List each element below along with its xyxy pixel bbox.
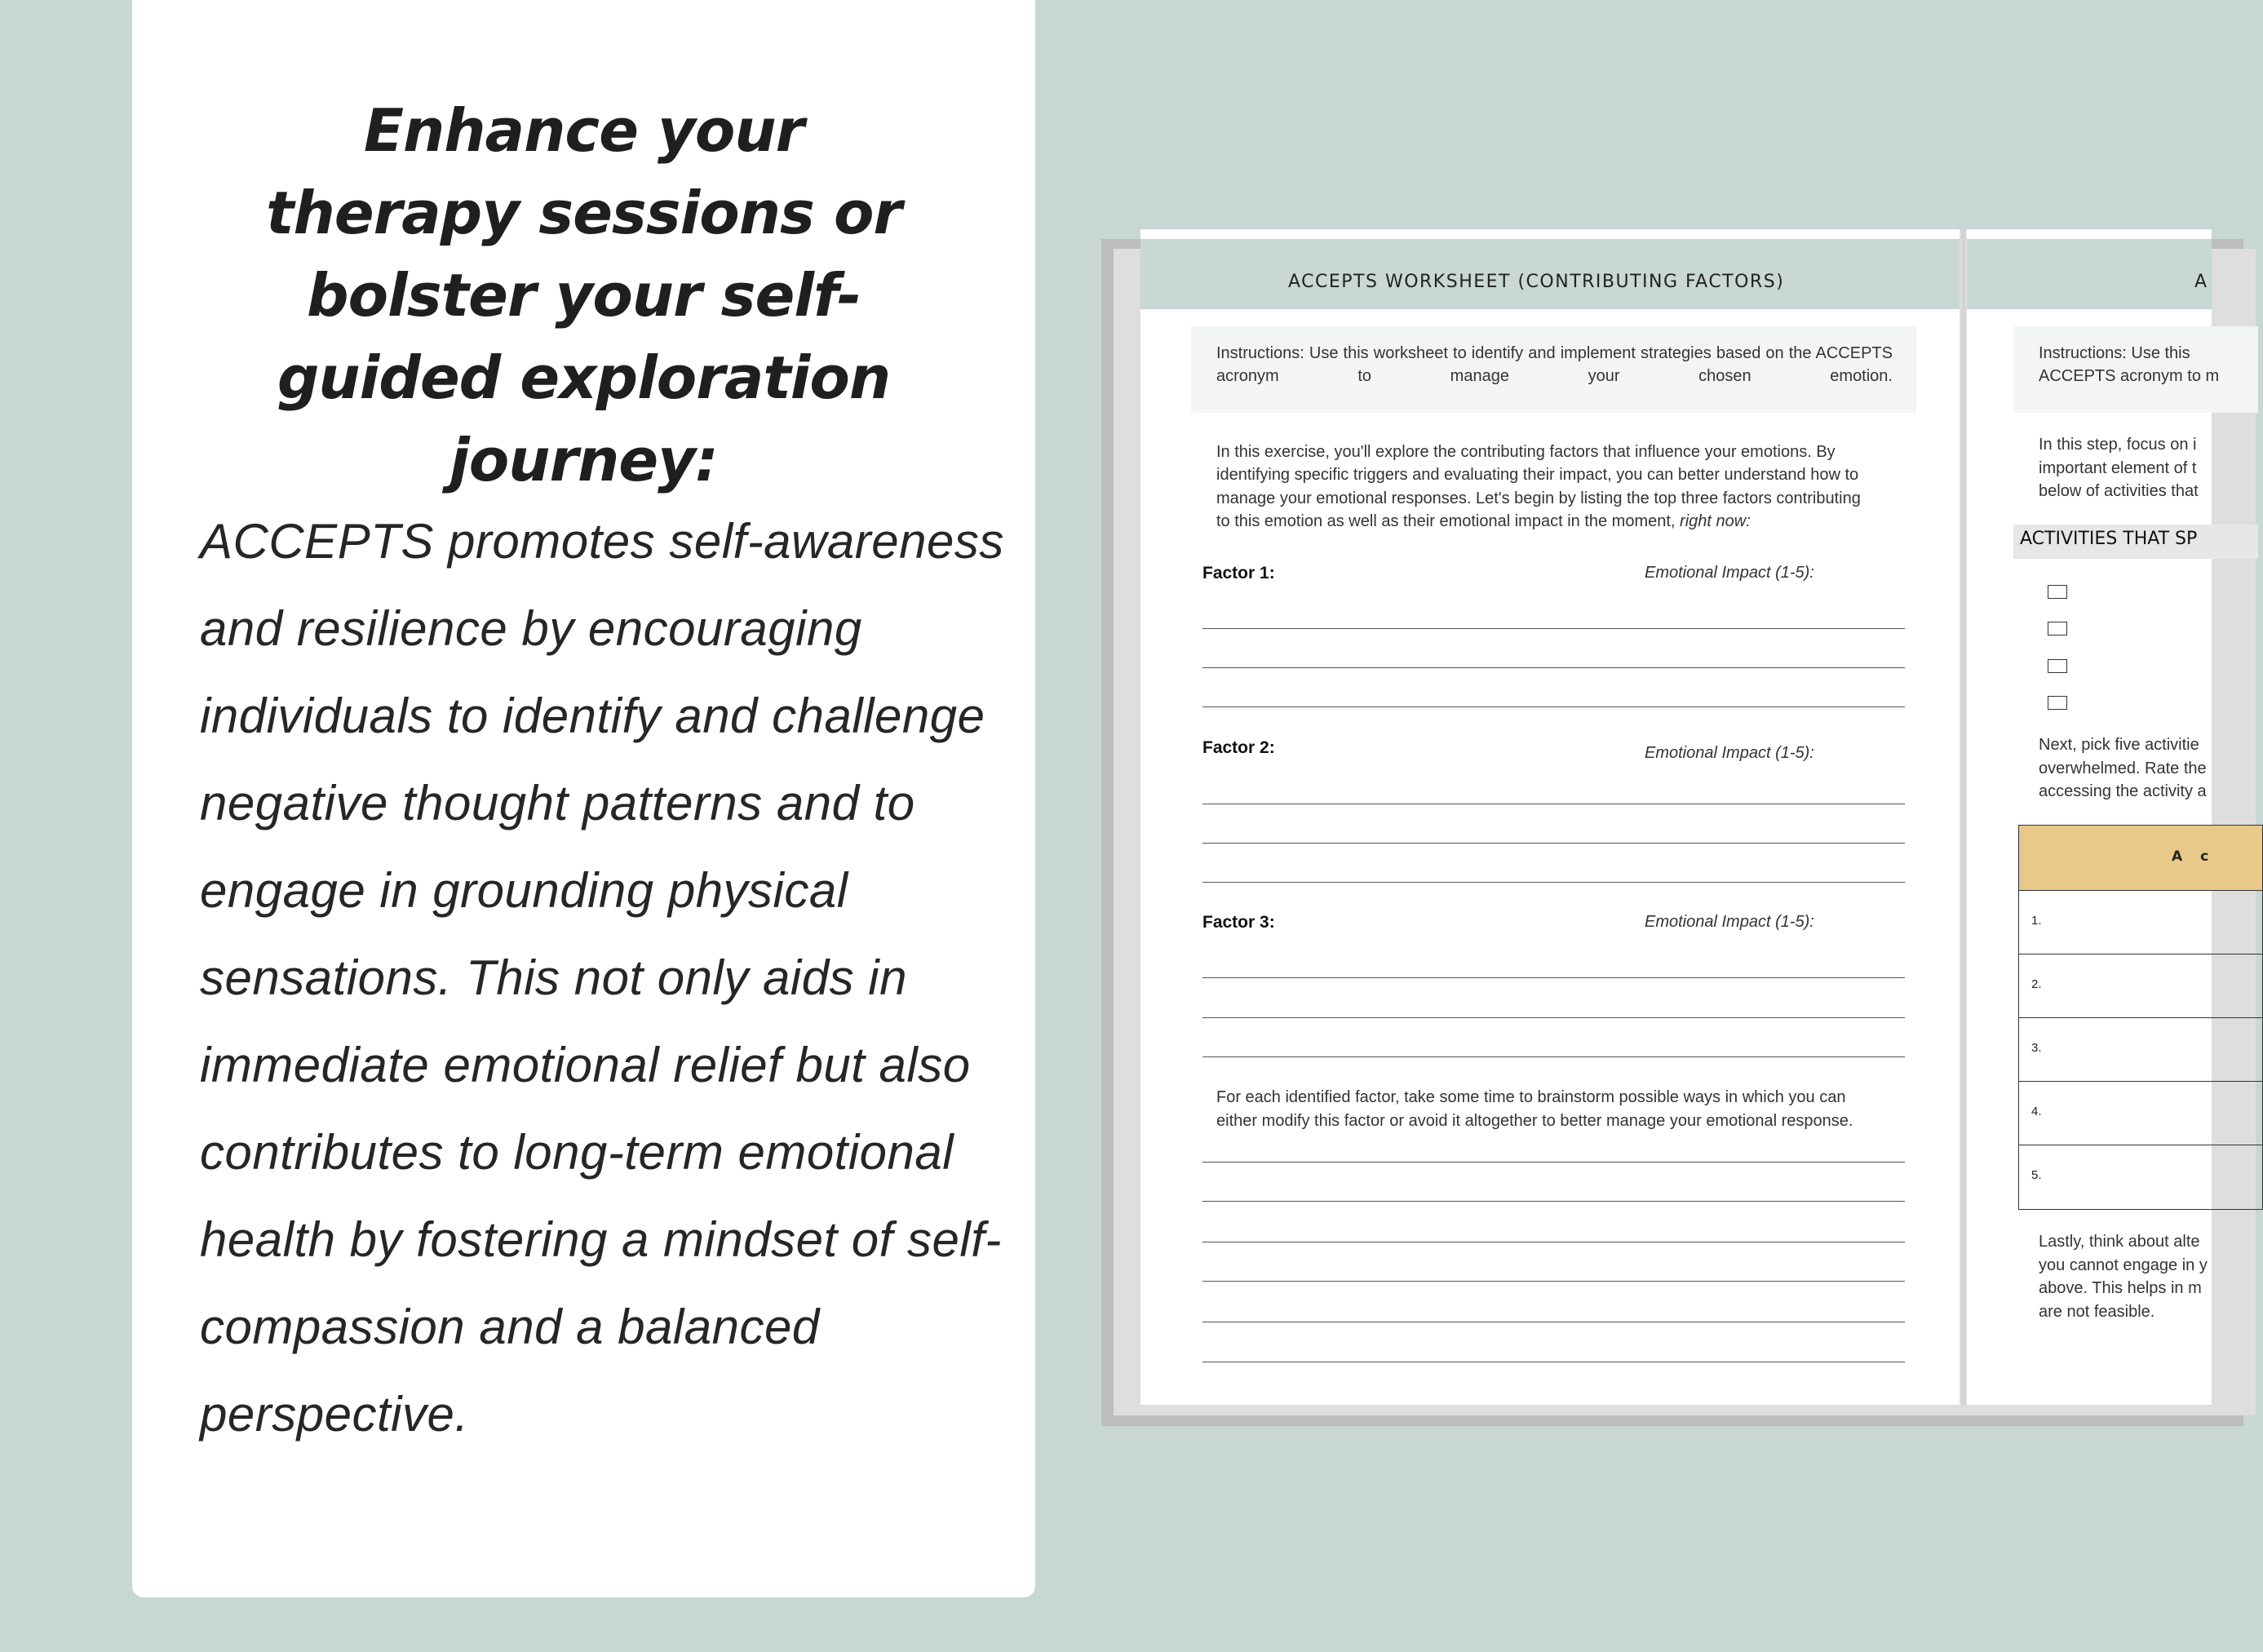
activity-checkbox[interactable] [2048, 696, 2067, 710]
table-row[interactable]: 1. [2019, 891, 2262, 954]
factor-3-label: Factor 3: [1202, 913, 1275, 932]
table-row[interactable]: 5. [2031, 1168, 2042, 1182]
factor-3-write-line[interactable] [1202, 977, 1905, 978]
factor-2-write-line[interactable] [1202, 843, 1905, 844]
activity-checkbox[interactable] [2048, 622, 2067, 636]
intro-line: manage your emotional responses. Let's begin by listing the top three factors contributing [1216, 489, 1861, 507]
instructions-line: Instructions: Use this [2039, 344, 2190, 362]
step-line: below of activities that [2039, 482, 2199, 500]
factor-2-impact-label[interactable]: Emotional Impact (1-5): [1645, 744, 1814, 762]
instructions-box [1191, 326, 1916, 413]
promo-card [132, 0, 1035, 1597]
activities-heading: ACTIVITIES THAT SP [2013, 525, 2258, 559]
table-row[interactable]: 3. [2019, 1018, 2262, 1082]
promo-title: Enhance your therapy sessions or bolster your self-guided exploration journey: [266, 96, 901, 494]
table-row[interactable]: 4. [2019, 1082, 2262, 1145]
table-row[interactable]: 2. [2019, 954, 2262, 1018]
lastly-line: are not feasible. [2039, 1303, 2155, 1321]
next-line: Next, pick five activitie [2039, 736, 2199, 754]
page-header-title: ACCEPTS WORKSHEET (CONTRIBUTING FACTORS) [1288, 272, 1785, 292]
factor-1-label: Factor 1: [1202, 564, 1275, 582]
step-line: In this step, focus on i [2039, 436, 2197, 454]
factor-1-write-line[interactable] [1202, 706, 1905, 707]
lastly-line: Lastly, think about alte [2039, 1233, 2200, 1251]
worksheet-right-page [1967, 229, 2220, 1405]
factor-1-write-line[interactable] [1202, 667, 1905, 668]
intro-line [1216, 510, 1751, 533]
factor-3-write-line[interactable] [1202, 1017, 1905, 1018]
instructions-line: ACCEPTS acronym to m [2039, 367, 2220, 385]
factor-2-label: Factor 2: [1202, 738, 1275, 757]
step-line: important element of t [2039, 459, 2197, 477]
worksheet-left-page [1140, 229, 1962, 1405]
page-header-title: A [2194, 272, 2208, 292]
intro-line: In this exercise, you'll explore the contributing factors that influence your emotions. By [1216, 443, 1836, 461]
table-header: A c [2019, 826, 2262, 891]
page-header-band [1967, 239, 2212, 309]
instructions-text: Instructions: Use this worksheet to identify and implement strategies based on the ACCEPTS acronym to manage your chosen emotion. [1216, 344, 1893, 385]
brainstorm-line: For each identified factor, take some time to brainstorm possible ways in which you can [1216, 1088, 1846, 1106]
factor-1-write-line[interactable] [1202, 628, 1905, 629]
brainstorm-write-line[interactable] [1202, 1201, 1905, 1202]
factor-1-impact-label[interactable]: Emotional Impact (1-5): [1645, 564, 1814, 582]
brainstorm-line: either modify this factor or avoid it altogether to better manage your emotional response. [1216, 1112, 1853, 1130]
lastly-line: you cannot engage in y [2039, 1256, 2208, 1274]
next-line: accessing the activity a [2039, 782, 2207, 800]
activity-checkbox[interactable] [2048, 585, 2067, 599]
intro-line-text: to this emotion as well as their emotional impact in the moment, [1216, 512, 1676, 530]
intro-line: identifying specific triggers and evaluating their impact, you can better understand how to [1216, 466, 1859, 484]
next-line: overwhelmed. Rate the [2039, 760, 2207, 777]
lastly-line: above. This helps in m [2039, 1279, 2202, 1297]
activity-checkbox[interactable] [2048, 659, 2067, 673]
activities-table [2018, 825, 2263, 1210]
promo-body: ACCEPTS promotes self-awareness and resilience by encouraging individuals to identify and challenge negative thought patterns and to engage in grounding physical sensations. This not only aids in immediate emotional relief but also contributes to long-term emotional health by fostering a mindset of self-compassion and a balanced perspective. [200, 514, 1004, 1442]
factor-2-write-line[interactable] [1202, 882, 1905, 883]
brainstorm-write-line[interactable] [1202, 1162, 1905, 1163]
brainstorm-write-line[interactable] [1202, 1281, 1905, 1282]
factor-3-impact-label[interactable]: Emotional Impact (1-5): [1645, 913, 1814, 931]
instructions-box [2013, 326, 2258, 413]
intro-emphasis: right now: [1680, 512, 1751, 530]
page-header-band [1140, 239, 1962, 309]
factor-3-write-line[interactable] [1202, 1056, 1905, 1057]
